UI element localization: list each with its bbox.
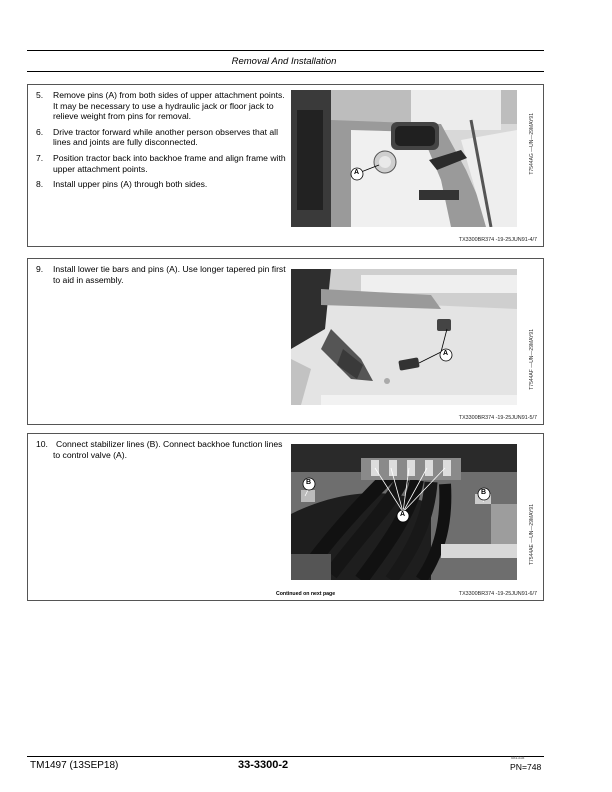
step-item — [36, 179, 289, 190]
step-number: 10. — [36, 439, 48, 449]
step-item — [36, 153, 289, 174]
step-item — [36, 264, 289, 285]
step-item — [36, 439, 289, 460]
step-number: 9. — [36, 264, 44, 274]
step-number: 5. — [36, 90, 44, 100]
step-number: 6. — [36, 126, 44, 137]
step-text: Install upper pins (A) through both sides. — [53, 179, 208, 190]
callout-b: B — [306, 479, 312, 486]
step-text: Connect stabilizer lines (B). Connect backhoe function lines to control valve (A). — [53, 439, 283, 460]
step-item — [36, 127, 289, 148]
continued-note: Continued on next page — [276, 591, 336, 597]
step-list — [36, 90, 289, 195]
step-list — [36, 264, 289, 290]
step-panel-1 — [27, 84, 544, 247]
header-rule-bottom — [27, 71, 544, 72]
photo-hydraulic-lines — [291, 444, 517, 580]
small-code: 081318 — [511, 755, 525, 760]
photo-lower-tie-bars — [291, 269, 517, 405]
callout-a: A — [354, 169, 360, 176]
page-number: PN=748 — [510, 762, 542, 772]
photo-code: T7544AG —UN—29MAY91 — [529, 113, 535, 175]
step-item — [36, 90, 289, 122]
reference-code: TX3300BR374 -19-25JUN91-4/7 — [458, 237, 537, 243]
reference-code: TX3300BR374 -19-25JUN91-6/7 — [458, 591, 537, 597]
photo-code: T7544AE —UN—29MAY91 — [529, 504, 535, 566]
step-text: Drive tractor forward while another person observes that all lines and joints are fully disconnected. — [53, 126, 278, 148]
photo-upper-attachment-pins — [291, 90, 517, 227]
footer-rule — [27, 756, 544, 757]
step-text: Install lower tie bars and pins (A). Use longer tapered pin first to aid in assembly. — [53, 264, 286, 285]
step-text: Remove pins (A) from both sides of upper attachment points. It may be necessary to use a hydraulic jack or floor jack to relieve weight from pins for removal. — [53, 90, 285, 122]
callout-b: B — [481, 489, 487, 496]
section-title: Removal And Installation — [231, 56, 337, 67]
step-panel-2 — [27, 258, 544, 425]
step-number: 8. — [36, 179, 44, 190]
step-list — [36, 439, 289, 465]
section-page-number: 33-3300-2 — [238, 759, 289, 771]
step-panel-3 — [27, 433, 544, 601]
photo-code: T7544AF —UN—29MAY91 — [529, 329, 535, 390]
reference-code: TX3300BR374 -19-25JUN91-5/7 — [458, 415, 537, 421]
step-number: 7. — [36, 152, 44, 163]
callout-a: A — [400, 511, 406, 518]
manual-code: TM1497 (13SEP18) — [30, 760, 119, 771]
header-rule-top — [27, 50, 544, 51]
step-text: Position tractor back into backhoe frame and align frame with upper attachment points. — [53, 152, 286, 174]
callout-a: A — [443, 350, 449, 357]
